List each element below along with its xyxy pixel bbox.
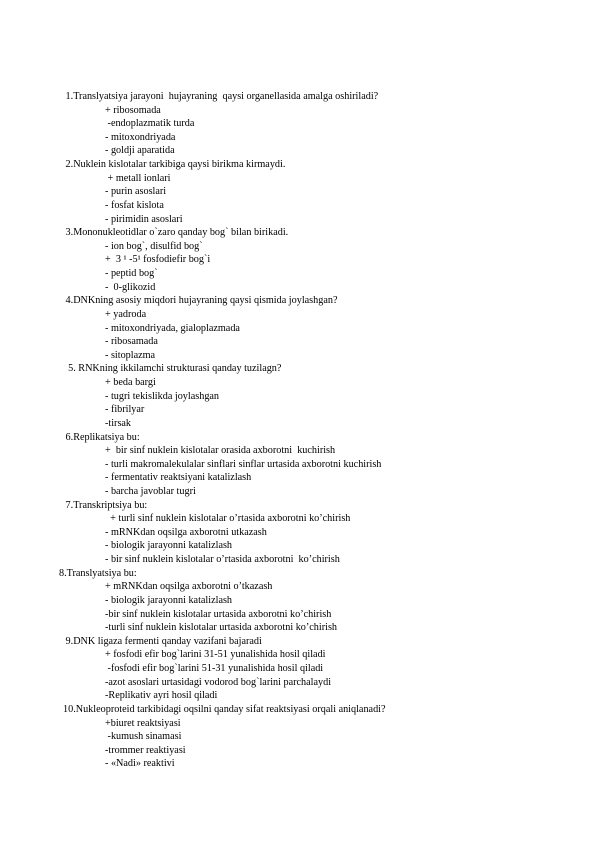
answer-option: - bir sinf nuklein kislotalar o’rtasida axborotni ko’chirish: [105, 554, 340, 566]
answer-option: + metall ionlari: [105, 172, 171, 184]
answer-option: -bir sinf nuklein kislotalar urtasida axborotni ko’chirish: [105, 608, 332, 620]
answer-option: + turli sinf nuklein kislotalar o’rtasida axborotni ko’chirish: [105, 513, 351, 525]
answer-option: - fibrilyar: [105, 404, 145, 416]
question-text: 1.Translyatsiya jarayoni hujayraning qaysi organellasida amalga oshiriladi?: [63, 91, 379, 102]
answer-option: -fosfodi efir bog`larini 51-31 yunalishida hosil qiladi: [105, 663, 324, 675]
answer-option: -trommer reaktiyasi: [105, 744, 186, 756]
answer-option: - tugri tekislikda joylashgan: [105, 390, 220, 402]
question-text: 3.Mononukleotidlar o`zaro qanday bog` bilan birikadi.: [63, 227, 289, 239]
answer-option: - purin asoslari: [105, 186, 167, 198]
answer-option: + bir sinf nuklein kislotalar orasida axborotni kuchirish: [105, 445, 336, 457]
answer-option: - ion bog`, disulfid bog`: [105, 240, 203, 252]
answer-option: -azot asoslari urtasidagi vodorod bog`larini parchalaydi: [105, 676, 332, 688]
answer-option: - pirimidin asoslari: [105, 213, 183, 225]
answer-option: - barcha javoblar tugri: [105, 485, 196, 497]
answer-option: - turli makromalekulalar sinflari sinflar urtasida axborotni kuchirish: [105, 458, 382, 470]
question-text: 7.Transkriptsiya bu:: [63, 499, 148, 511]
question-text: 8.Translyatsiya bu:: [59, 567, 137, 579]
question-text: 6.Replikatsiya bu:: [63, 431, 140, 443]
question-text: 9.DNK ligaza fermenti qanday vazifani bajaradi: [63, 635, 262, 647]
answer-option: - sitoplazma: [105, 349, 156, 361]
answer-option: - fosfat kislota: [105, 199, 164, 211]
answer-option: - mRNKdan oqsilga axborotni utkazash: [105, 526, 267, 538]
question-text: 4.DNKning asosiy miqdori hujayraning qaysi qismida joylashgan?: [63, 295, 338, 307]
answer-option: - goldji aparatida: [105, 145, 175, 157]
answer-option: + 3 ¹ -5¹ fosfodiefir bog`i: [105, 254, 211, 266]
answer-option: - mitoxondriyada, gialoplazmada: [105, 322, 240, 334]
answer-option: - mitoxondriyada: [105, 131, 176, 143]
answer-option: - biologik jarayonni katalizlash: [105, 594, 233, 606]
answer-option: - fermentativ reaktsiyani katalizlash: [105, 472, 252, 484]
answer-option: + ribosomada: [105, 104, 161, 116]
answer-option: -Replikativ ayri hosil qiladi: [105, 690, 218, 702]
answer-option: +biuret reaktsiyasi: [105, 717, 181, 729]
answer-option: - ribosamada: [105, 336, 158, 348]
answer-option: - peptid bog`: [105, 268, 158, 280]
question-text: 5. RNKning ikkilamchi strukturasi qanday tuzilagn?: [63, 363, 282, 375]
answer-option: -endoplazmatik turda: [105, 118, 195, 130]
answer-option: -tirsak: [105, 417, 132, 429]
answer-option: + mRNKdan oqsilga axborotni o’tkazash: [105, 581, 273, 593]
answer-option: -turli sinf nuklein kislotalar urtasida axborotni ko’chirish: [105, 622, 337, 634]
question-text: 10.Nukleoproteid tarkibidagi oqsilni qanday sifat reaktsiyasi orqali aniqlanadi?: [63, 703, 386, 715]
answer-option: + beda bargi: [105, 377, 156, 389]
question-text: 2.Nuklein kislotalar tarkibiga qaysi birikma kirmaydi.: [63, 159, 286, 171]
answer-option: -kumush sinamasi: [105, 731, 182, 743]
answer-option: + fosfodi efir bog`larini 31-51 yunalishida hosil qiladi: [105, 649, 326, 661]
answer-option: - «Nadi» reaktivi: [105, 758, 175, 770]
answer-option: - biologik jarayonni katalizlash: [105, 540, 233, 552]
answer-option: - 0-glikozid: [105, 281, 156, 293]
answer-option: + yadroda: [105, 308, 147, 320]
